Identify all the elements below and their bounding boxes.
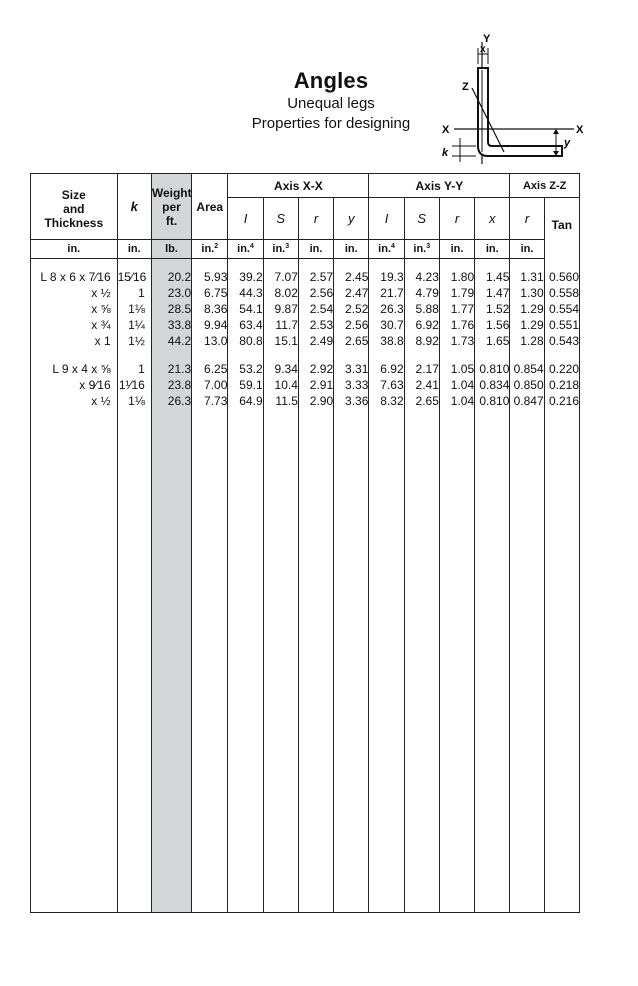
table-cell: 1.30: [510, 285, 544, 301]
table-row: [31, 361, 580, 377]
angle-properties-table: [30, 173, 580, 913]
table-cell: 23.0: [151, 285, 191, 301]
angle-section-diagram: [438, 34, 588, 164]
table-cell: 1.31: [510, 269, 544, 285]
table-cell: 2.53: [298, 317, 333, 333]
table-cell: 1.05: [439, 361, 474, 377]
table-row: [31, 377, 580, 393]
table-cell: 0.834: [475, 377, 510, 393]
table-cell: 1.73: [439, 333, 474, 349]
table-cell: 6.25: [192, 361, 228, 377]
table-cell: 1.79: [439, 285, 474, 301]
table-cell: 15⁄16: [117, 269, 151, 285]
table-cell: 7.73: [192, 393, 228, 409]
table-cell: 15.1: [263, 333, 298, 349]
table-cell: 2.56: [334, 317, 369, 333]
table-cell: 1.28: [510, 333, 544, 349]
table-row: [31, 333, 580, 349]
table-cell: 54.1: [228, 301, 263, 317]
table-cell: 7.07: [263, 269, 298, 285]
table-cell: 44.3: [228, 285, 263, 301]
unit-cell: in.: [298, 240, 333, 259]
table-cell: 1⅛: [117, 393, 151, 409]
table-cell: 2.17: [404, 361, 439, 377]
column-size-header: Size and Thickness: [31, 174, 118, 240]
xx-y-header: y: [334, 198, 369, 240]
spacer-row: [31, 349, 580, 361]
unit-cell: in.: [31, 240, 118, 259]
table-cell: 0.543: [544, 333, 579, 349]
table-cell: 0.554: [544, 301, 579, 317]
table-cell: 63.4: [228, 317, 263, 333]
unit-cell: lb.: [151, 240, 191, 259]
table-cell: 7.63: [369, 377, 404, 393]
table-cell: 9.87: [263, 301, 298, 317]
table-cell: 11.5: [263, 393, 298, 409]
page-subtitle-1: Unequal legs: [287, 95, 375, 112]
table-cell: 21.3: [151, 361, 191, 377]
table-cell: 1.29: [510, 317, 544, 333]
table-cell: 2.65: [404, 393, 439, 409]
yy-i-header: I: [369, 198, 404, 240]
axis-yy-header: Axis Y-Y: [369, 174, 510, 198]
table-cell: 6.92: [404, 317, 439, 333]
zz-tan-header: Tan: [544, 198, 579, 240]
table-cell: 80.8: [228, 333, 263, 349]
table-cell: 21.7: [369, 285, 404, 301]
table-cell: 0.847: [510, 393, 544, 409]
table-cell: 6.75: [192, 285, 228, 301]
table-cell: 8.32: [369, 393, 404, 409]
table-cell: 8.36: [192, 301, 228, 317]
table-cell: 1.80: [439, 269, 474, 285]
column-area-header: Area: [192, 174, 228, 240]
unit-cell: in.$^3$: [404, 240, 439, 259]
table-cell: 2.65: [334, 333, 369, 349]
units-row: [31, 240, 580, 259]
table-cell: 2.49: [298, 333, 333, 349]
table-cell: 38.8: [369, 333, 404, 349]
table-cell: 1.47: [475, 285, 510, 301]
table-cell: x ¾: [31, 317, 118, 333]
table-cell: 23.8: [151, 377, 191, 393]
table-cell: 1.52: [475, 301, 510, 317]
table-body: [31, 259, 580, 913]
table-cell: 30.7: [369, 317, 404, 333]
axis-zz-header: Axis Z-Z: [510, 174, 580, 198]
table-cell: 0.850: [510, 377, 544, 393]
table-cell: 1.56: [475, 317, 510, 333]
table-cell: x ½: [31, 285, 118, 301]
table-cell: 0.558: [544, 285, 579, 301]
table-cell: 9.94: [192, 317, 228, 333]
table-cell: 2.45: [334, 269, 369, 285]
table-row: [31, 301, 580, 317]
table-cell: 7.00: [192, 377, 228, 393]
table-cell: 2.90: [298, 393, 333, 409]
table-cell: 20.2: [151, 269, 191, 285]
unit-cell: in.$^4$: [228, 240, 263, 259]
table-cell: 1⅛: [117, 301, 151, 317]
table-cell: 3.36: [334, 393, 369, 409]
table-cell: 1: [117, 285, 151, 301]
table-cell: 1.77: [439, 301, 474, 317]
table-cell: 1: [117, 361, 151, 377]
table-cell: 8.02: [263, 285, 298, 301]
table-cell: 1.45: [475, 269, 510, 285]
table-cell: 5.88: [404, 301, 439, 317]
xx-s-header: S: [263, 198, 298, 240]
yy-s-header: S: [404, 198, 439, 240]
table-cell: 0.854: [510, 361, 544, 377]
table-cell: 19.3: [369, 269, 404, 285]
table-cell: 44.2: [151, 333, 191, 349]
table-cell: 3.31: [334, 361, 369, 377]
spacer-row: [31, 259, 580, 270]
column-k-header: k: [117, 174, 151, 240]
table-cell: 53.2: [228, 361, 263, 377]
table-cell: 0.560: [544, 269, 579, 285]
unit-cell: in.$^3$: [263, 240, 298, 259]
unit-cell: in.: [439, 240, 474, 259]
spacer-row: [31, 409, 580, 913]
table-cell: 0.551: [544, 317, 579, 333]
table-cell: 11.7: [263, 317, 298, 333]
xx-i-header: I: [228, 198, 263, 240]
table-cell: 1.04: [439, 377, 474, 393]
table-cell: x ½: [31, 393, 118, 409]
table-cell: 1.04: [439, 393, 474, 409]
table-cell: 26.3: [369, 301, 404, 317]
table-cell: 3.33: [334, 377, 369, 393]
table-cell: 39.2: [228, 269, 263, 285]
unit-cell: in.: [117, 240, 151, 259]
yy-x-header: x: [475, 198, 510, 240]
table-cell: 10.4: [263, 377, 298, 393]
table-cell: 8.92: [404, 333, 439, 349]
table-row: [31, 393, 580, 409]
zz-r-header: r: [510, 198, 544, 240]
label-x-left: X: [442, 124, 450, 136]
table-cell: 1.76: [439, 317, 474, 333]
table-cell: 2.56: [298, 285, 333, 301]
table-cell: 9.34: [263, 361, 298, 377]
table-cell: 2.41: [404, 377, 439, 393]
unit-cell: in.: [510, 240, 544, 259]
table-cell: 5.93: [192, 269, 228, 285]
table-cell: 2.91: [298, 377, 333, 393]
table-cell: 59.1: [228, 377, 263, 393]
label-x-small: x: [480, 44, 486, 55]
table-cell: x ⅝: [31, 301, 118, 317]
label-z-axis: Z: [462, 81, 469, 93]
table-row: [31, 317, 580, 333]
table-cell: 1.65: [475, 333, 510, 349]
label-k: k: [442, 147, 449, 159]
table-cell: 4.79: [404, 285, 439, 301]
table-cell: 0.218: [544, 377, 579, 393]
table-cell: 1¹⁄16: [117, 377, 151, 393]
table-cell: 2.52: [334, 301, 369, 317]
table-cell: 1.29: [510, 301, 544, 317]
table-cell: 2.54: [298, 301, 333, 317]
table-cell: 0.220: [544, 361, 579, 377]
axis-xx-header: Axis X-X: [228, 174, 369, 198]
unit-cell: in.: [475, 240, 510, 259]
table-row: [31, 285, 580, 301]
column-weight-header: Weight per ft.: [151, 174, 191, 240]
table-cell: x 9⁄16: [31, 377, 118, 393]
table-row: [31, 269, 580, 285]
table-cell: 2.47: [334, 285, 369, 301]
table-cell: 0.810: [475, 361, 510, 377]
unit-cell: in.: [334, 240, 369, 259]
table-cell: L 9 x 4 x ⅝: [31, 361, 118, 377]
table-cell: x 1: [31, 333, 118, 349]
unit-cell: in.$^2$: [192, 240, 228, 259]
table-cell: 2.57: [298, 269, 333, 285]
table-cell: 28.5: [151, 301, 191, 317]
table-cell: 4.23: [404, 269, 439, 285]
table-cell: 33.8: [151, 317, 191, 333]
table-cell: L 8 x 6 x 7⁄16: [31, 269, 118, 285]
table-cell: 26.3: [151, 393, 191, 409]
table-cell: 1½: [117, 333, 151, 349]
xx-r-header: r: [298, 198, 333, 240]
table-cell: 64.9: [228, 393, 263, 409]
label-y-axis: Y: [483, 34, 491, 45]
table-cell: 0.216: [544, 393, 579, 409]
table-cell: 13.0: [192, 333, 228, 349]
unit-cell: in.$^4$: [369, 240, 404, 259]
table-cell: 1¼: [117, 317, 151, 333]
table-cell: 0.810: [475, 393, 510, 409]
yy-r-header: r: [439, 198, 474, 240]
page-subtitle-2: Properties for designing: [251, 115, 411, 132]
label-x-right: X: [576, 124, 584, 136]
page-title: Angles: [293, 68, 369, 93]
table-cell: 2.92: [298, 361, 333, 377]
label-y-small: y: [564, 137, 571, 149]
table-cell: 6.92: [369, 361, 404, 377]
